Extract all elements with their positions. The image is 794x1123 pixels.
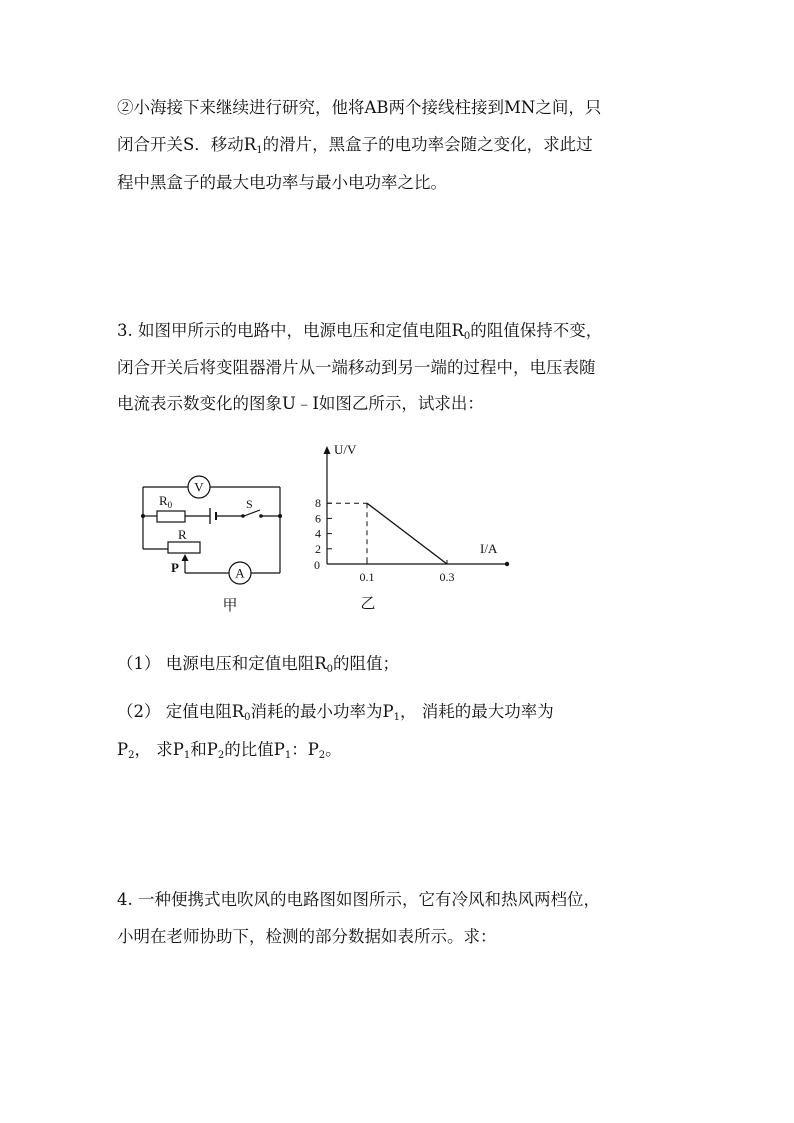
voltmeter-label: V [194, 479, 204, 495]
y-axis-label: U/V [334, 442, 357, 457]
problem3-question1: （1） 电源电压和定值电阻$R_0$的阻值； [117, 654, 400, 675]
y-tick-label: 2 [315, 541, 321, 556]
x-axis-label: I/A [480, 541, 498, 556]
problem2-line1: ②小海接下来继续进行研究，他将AB两个接线柱接到MN之间，只 [117, 98, 602, 117]
y-tick-label: 4 [315, 526, 321, 541]
problem3-question2-line1: （2） 定值电阻$R_0$消耗的最小功率为$P_1$， 消耗的最大功率为 [117, 702, 554, 723]
problem3-line2: 闭合开关后将变阻器滑片从一端移动到另一端的过程中，电压表随 [117, 358, 596, 377]
slider-label: P [171, 560, 179, 575]
ammeter-label: A [235, 565, 245, 581]
circuit-diagram [130, 470, 300, 620]
x-tick-label: 0.1 [359, 570, 375, 584]
r0-label: $R_0$ [159, 493, 173, 510]
ui-graph [300, 438, 520, 618]
problem2-line2: 闭合开关S．移动$R_1$的滑片，黑盒子的电功率会随之变化，求此过 [117, 135, 593, 156]
problem3-line1: 3. 如图甲所示的电路中，电源电压和定值电阻$R_0$的阻值保持不变， [117, 321, 603, 342]
y-tick-label: 6 [315, 511, 321, 526]
graph-caption: 乙 [360, 596, 376, 612]
problem3-line3: 电流表示数变化的图象U﹣I如图乙所示，试求出： [117, 394, 484, 413]
problem3-question2-line2: $P_2$， 求$P_1$和$P_2$的比值$P_1$：$P_2$。 [117, 740, 342, 761]
problem4-line1: 4. 一种便携式电吹风的电路图如图所示，它有冷风和热风两档位， [117, 890, 600, 909]
rheostat-label: R [178, 527, 187, 542]
series-line [367, 503, 447, 564]
switch-label: S [246, 497, 253, 511]
origin-label: 0 [314, 558, 320, 572]
problem4-line2: 小明在老师协助下，检测的部分数据如表所示。求： [117, 927, 497, 946]
y-tick-label: 8 [315, 496, 321, 511]
x-tick-label: 0.3 [439, 570, 455, 584]
circuit-caption: 甲 [222, 598, 238, 614]
problem2-line3: 程中黑盒子的最大电功率与最小电功率之比。 [117, 173, 447, 192]
